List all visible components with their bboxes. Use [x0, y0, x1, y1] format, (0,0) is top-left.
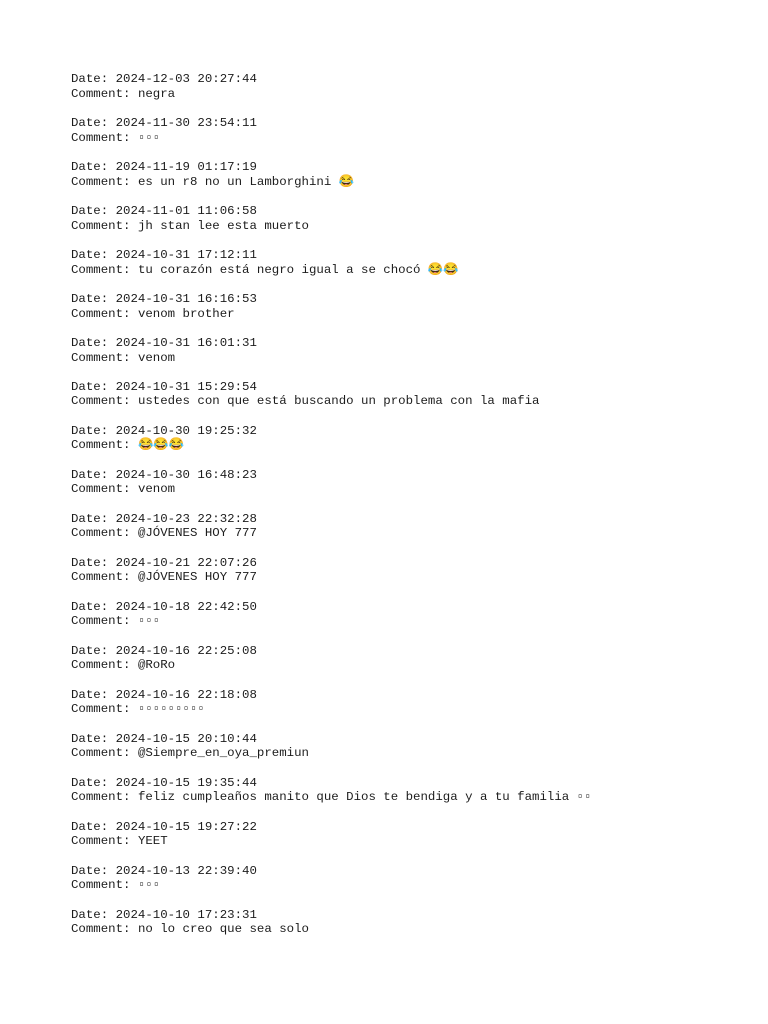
- comment-label: Comment:: [71, 86, 131, 101]
- comment-entry: [71, 72, 731, 101]
- date-line: [71, 160, 731, 175]
- comment-entry: [71, 820, 731, 849]
- comment-label: Comment:: [71, 262, 131, 277]
- comment-line: [71, 526, 731, 541]
- date-value: 2024-11-19 01:17:19: [115, 159, 257, 174]
- comment-label: Comment:: [71, 834, 131, 849]
- comment-text: @JÓVENES HOY 777: [137, 526, 257, 541]
- comment-label: Comment:: [71, 570, 131, 585]
- comment-line: [71, 790, 731, 805]
- date-label: Date:: [71, 819, 109, 834]
- date-value: 2024-10-16 22:18:08: [115, 687, 257, 702]
- date-value: 2024-10-16 22:25:08: [115, 643, 257, 658]
- date-value: 2024-10-15 19:27:22: [115, 819, 257, 834]
- comment-text: feliz cumpleaños manito que Dios te bendiga y a tu familia ▫▫: [137, 790, 592, 805]
- comment-entry: [71, 468, 731, 497]
- comment-text: jh stan lee esta muerto: [137, 218, 309, 233]
- date-value: 2024-10-15 19:35:44: [115, 775, 257, 790]
- date-label: Date:: [71, 863, 109, 878]
- date-label: Date:: [71, 291, 109, 306]
- date-label: Date:: [71, 72, 109, 86]
- comment-entry: [71, 248, 731, 277]
- comment-entry: [71, 644, 731, 673]
- comment-line: [71, 570, 731, 585]
- date-line: [71, 72, 731, 87]
- date-label: Date:: [71, 423, 109, 438]
- comment-label: Comment:: [71, 878, 131, 893]
- comment-entry: [71, 204, 731, 233]
- comment-entry: [71, 292, 731, 321]
- date-value: 2024-10-31 17:12:11: [115, 247, 257, 262]
- date-value: 2024-10-13 22:39:40: [115, 863, 257, 878]
- date-line: [71, 776, 731, 791]
- comment-line: [71, 351, 731, 366]
- comment-line: [71, 614, 731, 629]
- comment-line: [71, 702, 731, 717]
- date-value: 2024-10-21 22:07:26: [115, 555, 257, 570]
- date-line: [71, 864, 731, 879]
- comment-label: Comment:: [71, 438, 131, 453]
- comment-line: [71, 263, 731, 278]
- date-label: Date:: [71, 907, 109, 922]
- comment-text: @JÓVENES HOY 777: [137, 570, 257, 585]
- comment-entry: [71, 732, 731, 761]
- comment-label: Comment:: [71, 130, 131, 145]
- comment-line: [71, 131, 731, 146]
- comment-label: Comment:: [71, 218, 131, 233]
- comment-text: venom: [137, 350, 176, 365]
- comment-text: ▫▫▫: [137, 878, 161, 893]
- comment-entry: [71, 424, 731, 453]
- comment-entry: [71, 864, 731, 893]
- comment-entry: [71, 688, 731, 717]
- date-value: 2024-11-30 23:54:11: [115, 115, 257, 130]
- date-line: [71, 688, 731, 703]
- date-line: [71, 292, 731, 307]
- comment-text: @Siempre_en_oya_premiun: [137, 746, 309, 761]
- comment-entry: [71, 380, 731, 409]
- date-line: [71, 204, 731, 219]
- comment-entry: [71, 336, 731, 365]
- comment-text: tu corazón está negro igual a se chocó 😂😂: [137, 262, 459, 277]
- comment-text: ▫▫▫: [137, 614, 161, 629]
- comment-text: ▫▫▫: [137, 130, 161, 145]
- comment-text: ustedes con que está buscando un problema con la mafia: [137, 394, 540, 409]
- date-label: Date:: [71, 775, 109, 790]
- comment-line: [71, 746, 731, 761]
- date-line: [71, 820, 731, 835]
- comment-entry: [71, 160, 731, 189]
- date-line: [71, 468, 731, 483]
- date-label: Date:: [71, 731, 109, 746]
- date-value: 2024-10-23 22:32:28: [115, 511, 257, 526]
- comment-log: [71, 72, 731, 952]
- comment-label: Comment:: [71, 922, 131, 937]
- comment-text: @RoRo: [137, 658, 176, 673]
- comment-label: Comment:: [71, 614, 131, 629]
- date-line: [71, 380, 731, 395]
- date-label: Date:: [71, 687, 109, 702]
- date-value: 2024-10-15 20:10:44: [115, 731, 257, 746]
- comment-line: [71, 658, 731, 673]
- comment-entry: [71, 600, 731, 629]
- date-line: [71, 248, 731, 263]
- comment-entry: [71, 512, 731, 541]
- comment-entry: [71, 556, 731, 585]
- comment-text: venom brother: [137, 306, 235, 321]
- date-label: Date:: [71, 467, 109, 482]
- date-value: 2024-10-18 22:42:50: [115, 599, 257, 614]
- comment-text: negra: [137, 86, 176, 101]
- comment-text: YEET: [137, 834, 168, 849]
- comment-label: Comment:: [71, 482, 131, 497]
- comment-label: Comment:: [71, 306, 131, 321]
- date-line: [71, 644, 731, 659]
- date-label: Date:: [71, 555, 109, 570]
- date-label: Date:: [71, 335, 109, 350]
- date-line: [71, 908, 731, 923]
- comment-line: [71, 87, 731, 102]
- date-value: 2024-10-31 15:29:54: [115, 379, 257, 394]
- date-label: Date:: [71, 599, 109, 614]
- date-line: [71, 732, 731, 747]
- comment-text: venom: [137, 482, 176, 497]
- comment-text: 😂😂😂: [137, 438, 185, 453]
- date-value: 2024-10-31 16:16:53: [115, 291, 257, 306]
- comment-label: Comment:: [71, 746, 131, 761]
- date-value: 2024-11-01 11:06:58: [115, 203, 257, 218]
- comment-text: ▫▫▫▫▫▫▫▫▫: [137, 702, 205, 717]
- date-value: 2024-10-31 16:01:31: [115, 335, 257, 350]
- comment-entry: [71, 776, 731, 805]
- comment-label: Comment:: [71, 174, 131, 189]
- comment-line: [71, 438, 731, 453]
- date-line: [71, 336, 731, 351]
- date-label: Date:: [71, 115, 109, 130]
- comment-line: [71, 175, 731, 190]
- date-line: [71, 600, 731, 615]
- comment-label: Comment:: [71, 658, 131, 673]
- comment-label: Comment:: [71, 790, 131, 805]
- date-label: Date:: [71, 247, 109, 262]
- comment-label: Comment:: [71, 394, 131, 409]
- comment-line: [71, 219, 731, 234]
- date-value: 2024-12-03 20:27:44: [115, 72, 257, 86]
- date-value: 2024-10-30 16:48:23: [115, 467, 257, 482]
- comment-line: [71, 878, 731, 893]
- comment-entry: [71, 116, 731, 145]
- date-value: 2024-10-30 19:25:32: [115, 423, 257, 438]
- comment-line: [71, 394, 731, 409]
- comment-text: no lo creo que sea solo: [137, 922, 309, 937]
- comment-label: Comment:: [71, 526, 131, 541]
- date-label: Date:: [71, 643, 109, 658]
- date-value: 2024-10-10 17:23:31: [115, 907, 257, 922]
- comment-text: es un r8 no un Lamborghini 😂: [137, 174, 355, 189]
- comment-label: Comment:: [71, 350, 131, 365]
- date-label: Date:: [71, 203, 109, 218]
- comment-line: [71, 922, 731, 937]
- date-label: Date:: [71, 159, 109, 174]
- date-line: [71, 556, 731, 571]
- comment-label: Comment:: [71, 702, 131, 717]
- date-line: [71, 424, 731, 439]
- comment-line: [71, 307, 731, 322]
- date-line: [71, 512, 731, 527]
- comment-line: [71, 834, 731, 849]
- date-label: Date:: [71, 511, 109, 526]
- comment-line: [71, 482, 731, 497]
- comment-entry: [71, 908, 731, 937]
- date-label: Date:: [71, 379, 109, 394]
- date-line: [71, 116, 731, 131]
